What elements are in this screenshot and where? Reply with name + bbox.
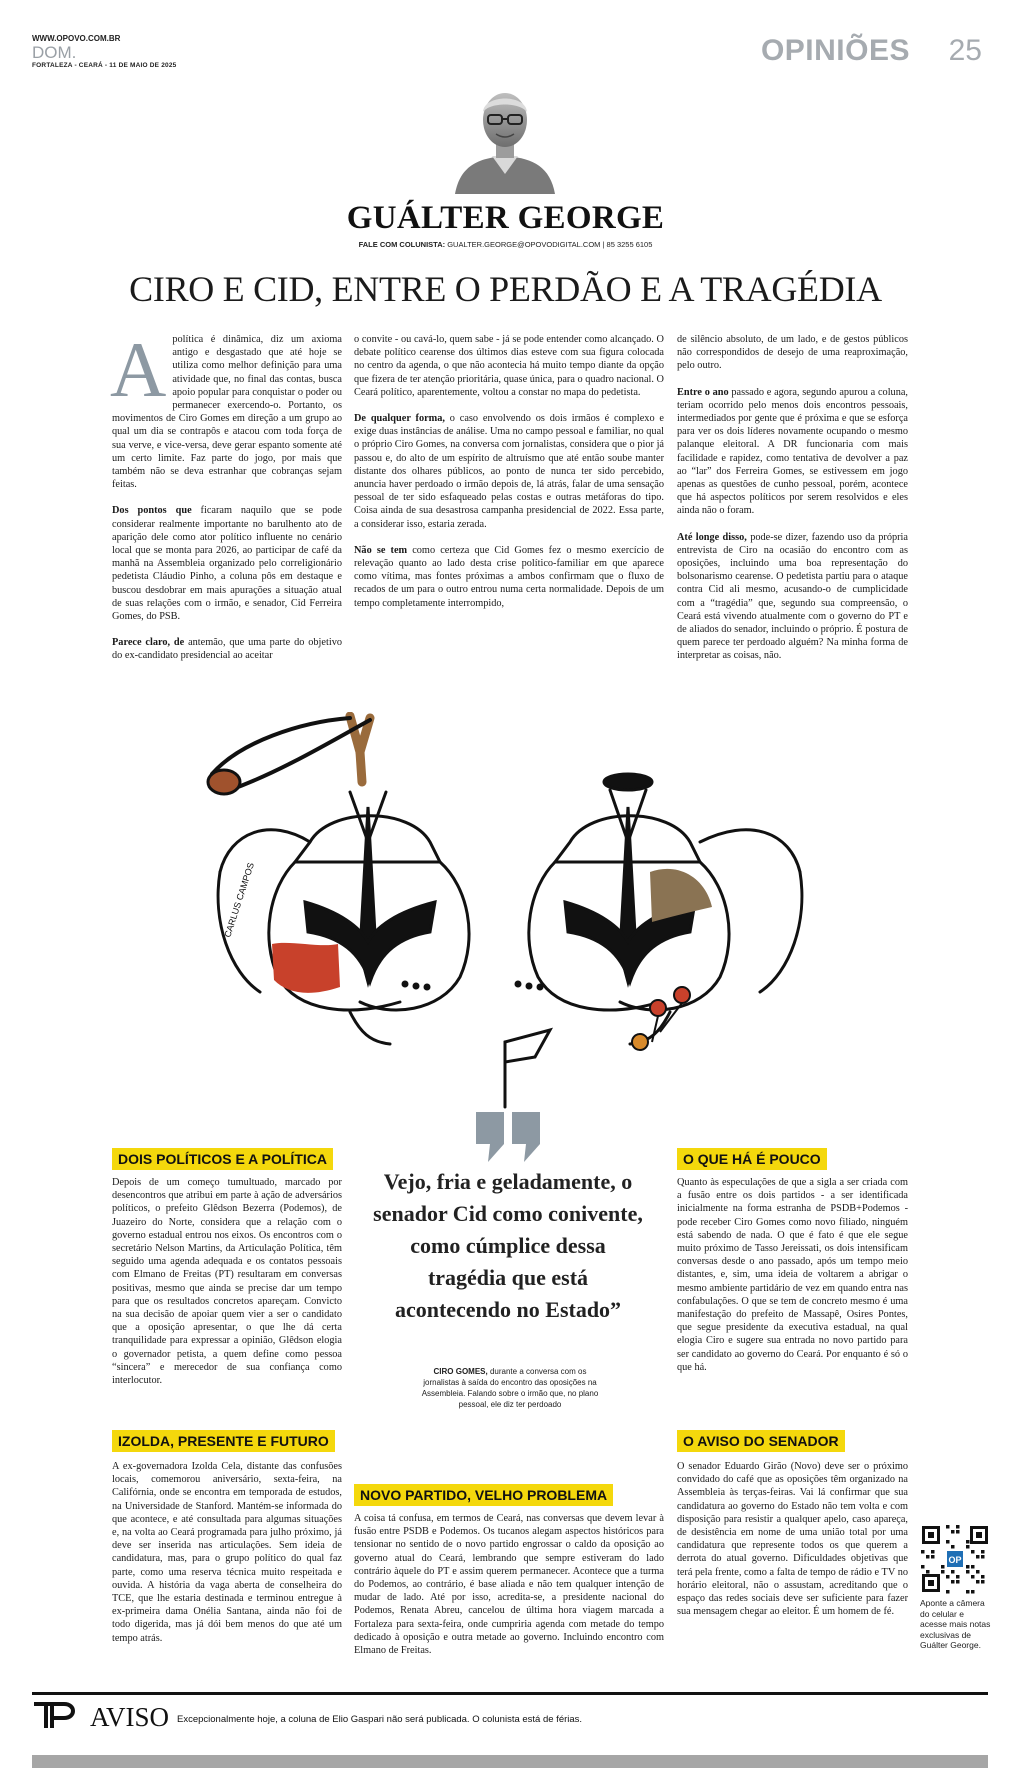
quote-marks-icon [474,1110,544,1162]
dateline: FORTALEZA - CEARÁ - 11 DE MAIO DE 2025 [32,62,177,69]
article-paragraph [112,504,342,623]
site-url[interactable]: WWW.OPOVO.COM.BR [32,34,121,43]
qr-code[interactable] [920,1524,990,1594]
qr-badge: OP [948,1555,962,1565]
contact-label: FALE COM COLUNISTA: [358,240,446,249]
paragraph-text: o caso envolvendo os dois irmãos é complexo e exige duas instâncias de análise. Uma no campo pessoal e familiar, no qual o próprio Ciro Gomes, na conversa com jornalistas, considera que o pior já passou e, do alto de um espírito de altruísmo que até então soube manter distante dos olhares públicos, ao ponto de nunca ter sido percebido, anuncia haver perdoado o irmão depois de, lá atrás, falar de uma sensação pessoal de ter sido esfaqueado pelas costas e outras metáforas do tipo. Coisa ainda de sua desastrosa campanha presidencial de 2022. Essa parte, a considerar isso, estaria zerada. [354,413,664,530]
article-paragraph [112,636,342,662]
article-paragraph [354,333,664,399]
credit-text: durante a conversa com os jornalistas à saída do encontro das oposições na Assembleia. Falando sobre o irmão que, no plano pessoal, ele diz ter perdoado [421,1367,599,1409]
cartoon-illustration [200,712,820,1142]
headline: CIRO E CID, ENTRE O PERDÃO E A TRAGÉDIA [129,269,882,309]
paragraph-lead: De qualquer forma, [354,413,445,425]
qr-caption: Aponte a câmera do celular e acesse mais notas exclusivas de Guálter George. [920,1598,991,1650]
illustration-credit: CARLUS CAMPOS [222,861,257,939]
box-title-novo-partido: NOVO PARTIDO, VELHO PROBLEMA [354,1484,613,1506]
pull-quote-credit [420,1366,600,1410]
op-logo-icon [32,1700,80,1732]
paragraph-text: política é dinâmica, diz um axioma antigo e desgastado que até hoje se utiliza como melhor definição para uma atividade que, no final das contas, busca apoio popular para conquistar o poder ou permanecer exercendo-o. Portanto, os movimentos de Ciro Gomes em direção a um grupo ao qual um dia se contrapôs e atacou com toda força de sua verve, e vice-versa, deve gerar espanto somente até um certo limite. Faz parte do jogo, por mais que também não se deva estranhar que cobranças sejam feitas. [112,334,342,491]
masthead [32,34,982,74]
article-paragraph [677,333,908,373]
article-column-3 [677,333,908,676]
box-title-izolda: IZOLDA, PRESENTE E FUTURO [112,1430,335,1452]
box-text-o-que-ha: Quanto às especulações de que a sigla a ser criada com a fusão entre os dois partidos - a ser identificada inicialmente na forma estranha de PSDB+Podemos - pode receber Ciro Gomes como novo filiado, ninguém está sabendo de nada. O que é fato é que ele segue muito próximo de Tasso Jereissati, os dois intensificam conversas desde o ano passado, após um tempo meio distantes, e, sim, uma ideia de voltarem a abrigar o mesmo ambiente partidário de vez em quando entra nas confabulações. O que se tem de concreto mesmo é uma manifestação do prefeito de Massapê, Osires Pontes, que segue presidente da executiva estadual, na qual elogia Ciro e sugere sua entrada no novo partido para ser candidato ao governo do Ceará. Por enquanto é só o que há. [677,1177,908,1373]
footer-text: Excepcionalmente hoje, a coluna de Elio Gaspari não será publicada. O colunista está de férias. [177,1714,583,1725]
article-column-2 [354,333,664,623]
footer-rule [32,1692,988,1695]
author-name: GUÁLTER GEORGE [346,200,665,236]
paragraph-lead: Não se tem [354,544,408,556]
paragraph-text: passado e agora, segundo apurou a coluna, teriam ocorrido pelo menos dois encontros pessoais, intermediados por gente que é próxima e que se esforça para ver os dois líderes novamente ocupando o mesmo palanque eleitoral. A DR funcionaria com mais facilidade e rapidez, como tentativa de devolver a paz ao “lar” dos Ferreira Gomes, se estivessem em jogo apenas as questões de cunho pessoal, porém, acontece que há aspectos políticos por serem resolvidos e eles ainda não o foram. [677,386,908,517]
box-text-izolda: A ex-governadora Izolda Cela, distante das confusões locais, comemorou aniversário, sexta-feira, na Califórnia, onde se encontra em temporada de estudos, na Universidade de Stanford. Mantém-se informada do que acontece, e até consultada para algumas situações e, na volta ao Ceará programada para julho próximo, já deve ser inserida nas articulações. Sem ideia de candidatura, mas, para o grupo político do qual faz parte, como uma reserva técnica muito respeitada e ouvida. A história da vaga aberta de conselheira do TCE, que lhe estaria destinada e terminou entregue à ex-primeira dama Onélia Santana, ainda não foi de todo digerida, mas já dói bem menos do que até um tempo atrás. [112,1461,342,1644]
drop-cap: A [110,326,167,413]
paragraph-text: pode-se dizer, fazendo uso da própria entrevista de Ciro na ocasião do encontro com as oposições, incluindo uma boa representação do bolsonarismo cearense. O pedetista partiu para o ataque contra Cid ali mesmo, acusando-o de cumplicidade com a “tragédia” que, segundo sua compreensão, o Ceará está vivendo atualmente com o governo do PT e de aliados do senador, incluindo o próprio. É postura de quem parece ter perdoado alguém? Na minha forma de interpretar as coisas, não. [677,531,908,662]
brand-logo: DOM. [32,43,77,62]
pull-quote: Vejo, fria e geladamente, o senador Cid como conivente, como cúmplice dessa tragédia que está acontecendo no Estado” [373,1169,643,1322]
box-text-novo-partido: A coisa tá confusa, em termos de Ceará, nas conversas que devem levar à fusão entre PSDB e Podemos. Os tucanos alegam aspectos históricos para tensionar no sentido de o novo partido engrossar o caldo da oposição ao governo atual do Ceará, lembrando que sempre estiveram do lado contrário àquele do PT e assim querem permanecer. Acontece que a turma do Podemos, ao contrário, é base aliada e não tem qualquer intenção de mudar de lado. Até por isso, acredita-se, a presidente nacional do Podemos, Renata Abreu, cancelou de última hora viagem marcada a Fortaleza para sexta-feira, onde cumpriria agenda com metade do tempo dedicado à oposição e outra metade ao governo. Incluindo encontro com Elmano de Freitas. [354,1513,664,1657]
article-paragraph [110,326,342,491]
box-title-o-que-ha: O QUE HÁ É POUCO [677,1148,827,1170]
paragraph-text: ficaram naquilo que se pode considerar realmente importante no barulhento ato de aparição dele como ator político influente no cenário local que se monta para 2026, ao participar de café da manhã na Assembleia organizado pelo correligionário pedetista Cláudio Pinho, a coluna pôs em destaque e buscou desdobrar em mais apurações a situação atual de suas relações com o irmão, e senador, Cid Ferreira Gomes, do PSB. [112,505,343,623]
paragraph-lead: Entre o ano [677,386,729,398]
article-paragraph [677,386,908,518]
paragraph-text: de silêncio absoluto, de um lado, e de gestos públicos não correspondidos de desejo de uma reaproximação, pelo outro. [677,334,908,372]
footer-label: AVISO [90,1702,170,1732]
author-photo [450,82,560,194]
section-title: OPINIÕES [760,34,910,67]
credit-name: CIRO GOMES, [433,1367,488,1376]
paragraph-lead: Dos pontos que [112,505,192,517]
contact-value[interactable]: GUALTER.GEORGE@OPOVODIGITAL.COM | 85 3255 6105 [447,240,653,249]
box-title-aviso-senador: O AVISO DO SENADOR [677,1430,845,1452]
box-text-dois-politicos: Depois de um começo tumultuado, marcado por desencontros que atribui em parte à ação de adversários políticos, o prefeito Glêdson Bezerra (Podemos), de Juazeiro do Norte, considera que a relação com o governo estadual entrou nos eixos. Os encontros com o secretário Nelson Martins, da Articulação Política, têm seguido uma agenda adequada e os contatos pessoais com Elmano de Freitas (PT) resultaram em conversas positivas, mesmo que ainda se precise dar um tempo para que os resultados concretos apareçam. Convicto na sua decisão de apoiar quem vier a ser o candidato que a oposição apresentar, o que lhe dá certa tranquilidade para expressar a opinião, Glêdson elogia o governador petista, a quem define como pessoa “sincera” e merecedor de sua confiança como interlocutor. [112,1177,342,1387]
paragraph-text: antemão, que uma parte do objetivo do ex-candidato presidencial ao aceitar [112,637,342,662]
paragraph-text: como certeza que Cid Gomes fez o mesmo exercício de relevação quanto ao lado desta crise político-familiar em que aparece como vítima, mas fontes próximas a ambos confirmam que o fluxo de recados de um para o outro entrou numa certa normalidade. Depois de um tempo completamente interrompido, [354,544,664,609]
box-title-dois-politicos: DOIS POLÍTICOS E A POLÍTICA [112,1148,333,1170]
article-column-1 [110,326,343,676]
box-text-aviso-senador: O senador Eduardo Girão (Novo) deve ser o próximo convidado do café que as oposições têm organizado na Assembleia às terças-feiras. Vai lá confirmar que sua candidatura ao governo do Estado não tem volta e com disposição para resistir a qualquer apelo, caso apareça, de desistência em nome de uma união total por uma candidatura que represente todos os que querem a derrota do atual governo. Dificuldades objetivas que terá pela frente, como a falta de tempo de rádio e TV no horário eleitoral, não o assustam, acreditando que o espaço das redes sociais deve ser suficiente para fazer sua mensagem chegar ao eleitor. É um homem de fé. [677,1461,908,1618]
paragraph-lead: Parece claro, de [112,637,185,649]
author-contact [0,240,1011,249]
paragraph-text: o convite - ou cavá-lo, quem sabe - já se pode entender como alcançado. O debate político cearense dos últimos dias esteve com sua figura colocada no centro da agenda, o que não acontecia há muito tempo diante da opção que fizera de ter atenção prioritária, quase única, para o quadro nacional. O Ceará político, aparentemente, voltou a constar no mapa do pedetista. [354,334,664,398]
article-paragraph [677,531,908,663]
page-number: 25 [948,34,982,67]
paragraph-lead: Até longe disso, [677,531,747,543]
bottom-bar [32,1755,988,1768]
article-paragraph [354,544,664,610]
article-paragraph [354,412,664,531]
